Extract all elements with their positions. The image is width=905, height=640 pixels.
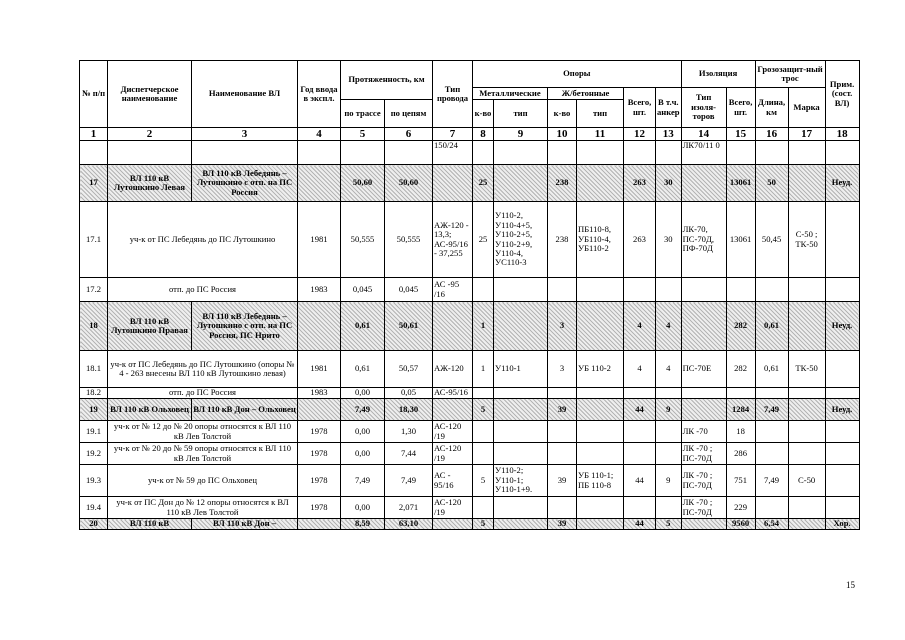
- cell-9: [494, 388, 548, 399]
- cell-4: 1978: [298, 497, 341, 519]
- cell-17: [788, 497, 825, 519]
- cell-16: [755, 421, 788, 443]
- cell-12: 4: [624, 351, 656, 388]
- header-ground-wire-brand: Марка: [788, 88, 825, 128]
- cell-23: отп. до ПС Россия: [108, 388, 298, 399]
- header-note: Прим. (сост. ВЛ): [825, 61, 859, 128]
- cell-5: [341, 141, 385, 165]
- header-incl-anchor: В т.ч. анкер: [656, 88, 682, 128]
- column-number: 11: [577, 128, 624, 141]
- cell-17: ТК-50: [788, 351, 825, 388]
- cell-4: [298, 519, 341, 530]
- cell-1: 18.1: [80, 351, 108, 388]
- cell-2: ВЛ 110 кВ Лутошкино Левая: [108, 165, 192, 202]
- cell-15: 286: [726, 443, 755, 465]
- cell-16: 0,61: [755, 302, 788, 351]
- cell-9: [494, 302, 548, 351]
- cell-8: 5: [473, 399, 494, 421]
- cell-23: уч-к от ПС Лебедянь до ПС Лутошкино: [108, 202, 298, 278]
- cell-7: АС-120 /19: [433, 443, 473, 465]
- cell-10: 3: [548, 302, 577, 351]
- cell-23: уч-к от № 12 до № 20 опоры относятся к ВЛ 110 кВ Лев Толстой: [108, 421, 298, 443]
- cell-7: 150/24: [433, 141, 473, 165]
- cell-5: 8,59: [341, 519, 385, 530]
- cell-6: 7,44: [385, 443, 433, 465]
- cell-23: уч-к от № 59 до ПС Ольховец: [108, 465, 298, 497]
- column-number: 13: [656, 128, 682, 141]
- section-row: [80, 465, 860, 497]
- cell-17: [788, 399, 825, 421]
- cell-5: 0,00: [341, 388, 385, 399]
- cell-6: 0,05: [385, 388, 433, 399]
- cell-1: 18: [80, 302, 108, 351]
- cell-2: ВЛ 110 кВ Лутошкино Правая: [108, 302, 192, 351]
- line-row: [80, 399, 860, 421]
- line-row: [80, 165, 860, 202]
- cell-16: 0,61: [755, 351, 788, 388]
- cell-6: 50,60: [385, 165, 433, 202]
- cell-7: [433, 399, 473, 421]
- cell-4: 1983: [298, 388, 341, 399]
- cell-1: 19.2: [80, 443, 108, 465]
- column-number: 12: [624, 128, 656, 141]
- cell-18: [825, 141, 859, 165]
- cell-6: 63,10: [385, 519, 433, 530]
- cell-8: [473, 443, 494, 465]
- cell-6: 18,30: [385, 399, 433, 421]
- cell-23: отп. до ПС Россия: [108, 278, 298, 302]
- cell-17: С-50 ; ТК-50: [788, 202, 825, 278]
- cell-16: 50: [755, 165, 788, 202]
- section-row: [80, 141, 860, 165]
- cell-7: АЖ-120: [433, 351, 473, 388]
- cell-9: [494, 399, 548, 421]
- header-ground-wire-length: Длина, км: [755, 88, 788, 128]
- cell-11: [577, 443, 624, 465]
- cell-13: 5: [656, 519, 682, 530]
- cell-5: 50,555: [341, 202, 385, 278]
- column-number: 15: [726, 128, 755, 141]
- cell-18: Неуд.: [825, 165, 859, 202]
- cell-16: 7,49: [755, 465, 788, 497]
- cell-5: 0,61: [341, 351, 385, 388]
- cell-11: УБ 110-2: [577, 351, 624, 388]
- cell-15: 282: [726, 351, 755, 388]
- cell-12: [624, 421, 656, 443]
- cell-1: 18.2: [80, 388, 108, 399]
- line-row: [80, 519, 860, 530]
- cell-8: [473, 278, 494, 302]
- cell-4: 1978: [298, 465, 341, 497]
- cell-10: 238: [548, 165, 577, 202]
- cell-15: 229: [726, 497, 755, 519]
- cell-5: 7,49: [341, 399, 385, 421]
- cell-7: АС-120 /19: [433, 421, 473, 443]
- cell-14: ПС-70Е: [681, 351, 726, 388]
- header-insulation: Изоляция: [681, 61, 755, 88]
- cell-13: 9: [656, 399, 682, 421]
- cell-5: 0,00: [341, 443, 385, 465]
- header-num: № п/п: [80, 61, 108, 128]
- cell-9: [494, 165, 548, 202]
- cell-1: 19.3: [80, 465, 108, 497]
- cell-6: 50,555: [385, 202, 433, 278]
- cell-17: С-50: [788, 465, 825, 497]
- cell-14: ЛК70/11 0: [681, 141, 726, 165]
- cell-11: ПБ110-8, УБ110-4, УБ110-2: [577, 202, 624, 278]
- column-number: 16: [755, 128, 788, 141]
- cell-18: Неуд.: [825, 302, 859, 351]
- cell-16: 6,54: [755, 519, 788, 530]
- cell-23: уч-к от ПС Лебедянь до ПС Лутошкино (опоры № 4 - 263 внесены ВЛ 110 кВ Лутошкино левая): [108, 351, 298, 388]
- column-number: 14: [681, 128, 726, 141]
- cell-17: [788, 443, 825, 465]
- cell-16: 7,49: [755, 399, 788, 421]
- cell-13: [656, 497, 682, 519]
- header-total-pcs: Всего, шт.: [624, 88, 656, 128]
- section-row: [80, 202, 860, 278]
- cell-3: ВЛ 110 кВ Лебедянь – Лутошкино с отп. на ПС Россия: [192, 165, 298, 202]
- header-insulator-type: Тип изоля-торов: [681, 88, 726, 128]
- cell-9: У110-1: [494, 351, 548, 388]
- cell-11: [577, 165, 624, 202]
- network-table-sheet: [79, 60, 860, 530]
- cell-6: 1,30: [385, 421, 433, 443]
- column-number: 18: [825, 128, 859, 141]
- cell-8: 5: [473, 465, 494, 497]
- cell-9: [494, 421, 548, 443]
- cell-18: [825, 465, 859, 497]
- cell-1: 19: [80, 399, 108, 421]
- cell-3: [192, 141, 298, 165]
- cell-9: [494, 278, 548, 302]
- cell-8: [473, 388, 494, 399]
- cell-8: 5: [473, 519, 494, 530]
- cell-12: 4: [624, 302, 656, 351]
- header-length-route: по трассе: [341, 100, 385, 128]
- cell-18: [825, 202, 859, 278]
- cell-4: [298, 302, 341, 351]
- section-row: [80, 421, 860, 443]
- line-row: [80, 302, 860, 351]
- cell-6: 50,61: [385, 302, 433, 351]
- cell-1: 17.1: [80, 202, 108, 278]
- cell-7: [433, 302, 473, 351]
- cell-9: [494, 497, 548, 519]
- cell-1: 19.1: [80, 421, 108, 443]
- cell-14: [681, 388, 726, 399]
- cell-10: [548, 141, 577, 165]
- column-number: 1: [80, 128, 108, 141]
- header-ground-wire: Грозозащит-ный трос: [755, 61, 825, 88]
- column-number: 7: [433, 128, 473, 141]
- cell-10: 39: [548, 399, 577, 421]
- cell-18: [825, 421, 859, 443]
- cell-13: 9: [656, 465, 682, 497]
- cell-1: 20: [80, 519, 108, 530]
- cell-5: 0,61: [341, 302, 385, 351]
- cell-14: [681, 278, 726, 302]
- cell-12: 44: [624, 519, 656, 530]
- cell-11: [577, 141, 624, 165]
- cell-4: [298, 141, 341, 165]
- cell-15: 9560: [726, 519, 755, 530]
- cell-13: [656, 388, 682, 399]
- cell-12: 44: [624, 399, 656, 421]
- cell-4: [298, 399, 341, 421]
- cell-14: ЛК -70 ; ПС-70Д: [681, 465, 726, 497]
- cell-12: [624, 388, 656, 399]
- cell-18: [825, 388, 859, 399]
- cell-14: [681, 399, 726, 421]
- column-number: 9: [494, 128, 548, 141]
- header-metal-qty: к-во: [473, 100, 494, 128]
- cell-10: 39: [548, 519, 577, 530]
- header-length: Протяженность, км: [341, 61, 433, 100]
- cell-4: 1978: [298, 443, 341, 465]
- cell-1: [80, 141, 108, 165]
- cell-2: ВЛ 110 кВ: [108, 519, 192, 530]
- cell-7: АС - 95/16: [433, 465, 473, 497]
- cell-18: [825, 278, 859, 302]
- cell-16: [755, 497, 788, 519]
- header-concrete: Ж/бетонные: [548, 88, 624, 100]
- header-concrete-qty: к-во: [548, 100, 577, 128]
- cell-14: ЛК-70, ПС-70Д, ПФ-70Д: [681, 202, 726, 278]
- cell-13: [656, 278, 682, 302]
- cell-10: 3: [548, 351, 577, 388]
- table-body: [80, 128, 860, 530]
- cell-14: [681, 165, 726, 202]
- header-metal: Металлические: [473, 88, 548, 100]
- cell-17: [788, 141, 825, 165]
- cell-5: 0,045: [341, 278, 385, 302]
- column-number: 6: [385, 128, 433, 141]
- cell-11: УБ 110-1; ПБ 110-8: [577, 465, 624, 497]
- cell-7: [433, 165, 473, 202]
- cell-6: 0,045: [385, 278, 433, 302]
- cell-15: 282: [726, 302, 755, 351]
- cell-14: ЛК -70 ; ПС-70Д: [681, 497, 726, 519]
- cell-7: [433, 519, 473, 530]
- column-number: 5: [341, 128, 385, 141]
- cell-11: [577, 302, 624, 351]
- cell-1: 17: [80, 165, 108, 202]
- cell-23: уч-к от ПС Дон до № 12 опоры относятся к ВЛ 110 кВ Лев Толстой: [108, 497, 298, 519]
- cell-3: ВЛ 110 кВ Лебедянь – Лутошкино с отп. на ПС Россия, ПС Нрито: [192, 302, 298, 351]
- cell-15: 751: [726, 465, 755, 497]
- table-header: [80, 61, 860, 128]
- header-length-circuits: по цепям: [385, 100, 433, 128]
- column-number: 3: [192, 128, 298, 141]
- cell-11: [577, 497, 624, 519]
- cell-13: 4: [656, 302, 682, 351]
- cell-11: [577, 519, 624, 530]
- header-year: Год ввода в экспл.: [298, 61, 341, 128]
- cell-8: 25: [473, 165, 494, 202]
- cell-8: [473, 141, 494, 165]
- cell-15: [726, 388, 755, 399]
- cell-13: [656, 443, 682, 465]
- page-number: 15: [846, 580, 855, 590]
- cell-10: [548, 388, 577, 399]
- cell-15: [726, 141, 755, 165]
- cell-8: [473, 421, 494, 443]
- column-number: 2: [108, 128, 192, 141]
- cell-18: Хор.: [825, 519, 859, 530]
- cell-15: 13061: [726, 165, 755, 202]
- cell-8: 25: [473, 202, 494, 278]
- cell-13: [656, 421, 682, 443]
- cell-5: 0,00: [341, 497, 385, 519]
- cell-4: 1978: [298, 421, 341, 443]
- cell-5: 7,49: [341, 465, 385, 497]
- cell-10: [548, 421, 577, 443]
- cell-12: 44: [624, 465, 656, 497]
- cell-9: У110-2, У110-4+5, У110-2+5, У110-2+9, У110-4, УС110-3: [494, 202, 548, 278]
- cell-14: ЛК -70 ; ПС-70Д: [681, 443, 726, 465]
- cell-12: 263: [624, 202, 656, 278]
- header-metal-type: тип: [494, 100, 548, 128]
- header-wire-type: Тип провода: [433, 61, 473, 128]
- cell-5: 50,60: [341, 165, 385, 202]
- column-number: 4: [298, 128, 341, 141]
- section-row: [80, 351, 860, 388]
- cell-8: [473, 497, 494, 519]
- cell-16: [755, 388, 788, 399]
- cell-15: 13061: [726, 202, 755, 278]
- cell-23: уч-к от № 20 до № 59 опоры относятся к ВЛ 110 кВ Лев Толстой: [108, 443, 298, 465]
- cell-12: 263: [624, 165, 656, 202]
- power-lines-table: [79, 60, 860, 530]
- column-number: 10: [548, 128, 577, 141]
- column-number: 8: [473, 128, 494, 141]
- cell-18: Неуд.: [825, 399, 859, 421]
- cell-12: [624, 278, 656, 302]
- cell-16: [755, 278, 788, 302]
- cell-17: [788, 302, 825, 351]
- cell-7: АС -95 /16: [433, 278, 473, 302]
- cell-6: 50,57: [385, 351, 433, 388]
- cell-7: АС-120 /19: [433, 497, 473, 519]
- cell-4: 1981: [298, 351, 341, 388]
- cell-17: [788, 388, 825, 399]
- cell-15: 18: [726, 421, 755, 443]
- cell-12: [624, 497, 656, 519]
- cell-10: 39: [548, 465, 577, 497]
- cell-13: 4: [656, 351, 682, 388]
- cell-10: 238: [548, 202, 577, 278]
- cell-14: [681, 519, 726, 530]
- section-row: [80, 497, 860, 519]
- cell-16: [755, 141, 788, 165]
- column-number: 17: [788, 128, 825, 141]
- section-row: [80, 278, 860, 302]
- cell-10: [548, 443, 577, 465]
- column-number-row: [80, 128, 860, 141]
- cell-9: [494, 519, 548, 530]
- cell-18: [825, 497, 859, 519]
- cell-13: 30: [656, 202, 682, 278]
- cell-11: [577, 421, 624, 443]
- header-dispatch-name: Диспетчерское наименование: [108, 61, 192, 128]
- section-row: [80, 388, 860, 399]
- cell-9: [494, 141, 548, 165]
- cell-15: [726, 278, 755, 302]
- cell-6: 2,071: [385, 497, 433, 519]
- cell-1: 17.2: [80, 278, 108, 302]
- cell-8: 1: [473, 351, 494, 388]
- cell-12: [624, 141, 656, 165]
- cell-6: [385, 141, 433, 165]
- cell-2: [108, 141, 192, 165]
- cell-9: [494, 443, 548, 465]
- cell-14: ЛК -70: [681, 421, 726, 443]
- cell-4: 1981: [298, 202, 341, 278]
- cell-12: [624, 443, 656, 465]
- cell-2: ВЛ 110 кВ Ольховец: [108, 399, 192, 421]
- cell-11: [577, 278, 624, 302]
- cell-3: ВЛ 110 кВ Дон –: [192, 519, 298, 530]
- cell-7: АЖ-120 - 13,3; АС-95/16 - 37,255: [433, 202, 473, 278]
- header-supports: Опоры: [473, 61, 682, 88]
- section-row: [80, 443, 860, 465]
- cell-16: [755, 443, 788, 465]
- cell-13: [656, 141, 682, 165]
- cell-10: [548, 278, 577, 302]
- cell-11: [577, 399, 624, 421]
- cell-16: 50,45: [755, 202, 788, 278]
- cell-18: [825, 351, 859, 388]
- cell-5: 0,00: [341, 421, 385, 443]
- cell-18: [825, 443, 859, 465]
- cell-17: [788, 278, 825, 302]
- cell-17: [788, 519, 825, 530]
- cell-4: 1983: [298, 278, 341, 302]
- header-line-name: Наименование ВЛ: [192, 61, 298, 128]
- cell-8: 1: [473, 302, 494, 351]
- cell-17: [788, 421, 825, 443]
- cell-14: [681, 302, 726, 351]
- cell-1: 19.4: [80, 497, 108, 519]
- cell-6: 7,49: [385, 465, 433, 497]
- cell-4: [298, 165, 341, 202]
- cell-11: [577, 388, 624, 399]
- header-concrete-type: тип: [577, 100, 624, 128]
- header-insulator-total: Всего, шт.: [726, 88, 755, 128]
- cell-17: [788, 165, 825, 202]
- cell-9: У110-2; У110-1; У110-1+9.: [494, 465, 548, 497]
- cell-3: ВЛ 110 кВ Дон – Ольховец: [192, 399, 298, 421]
- cell-13: 30: [656, 165, 682, 202]
- cell-10: [548, 497, 577, 519]
- cell-15: 1284: [726, 399, 755, 421]
- cell-7: АС-95/16: [433, 388, 473, 399]
